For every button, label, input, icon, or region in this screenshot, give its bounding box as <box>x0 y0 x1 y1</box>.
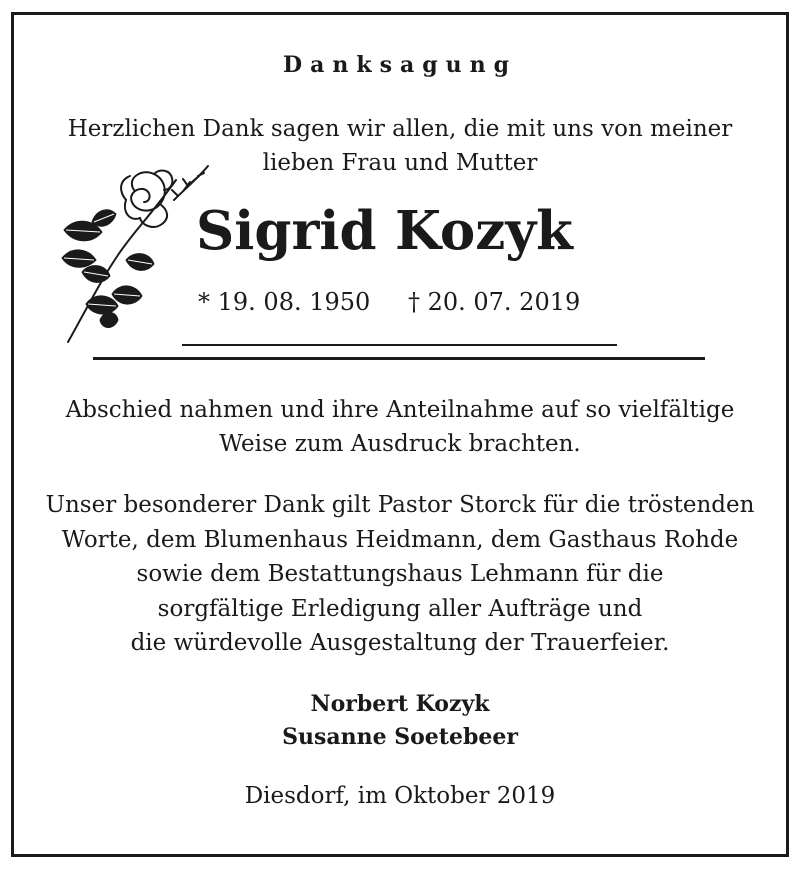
divider-short <box>182 344 617 346</box>
life-dates <box>198 288 618 316</box>
signatures <box>0 688 800 754</box>
paragraph-2-line-3: sowie dem Bestattungshaus Lehmann für die <box>136 561 664 587</box>
death-date: † 20. 07. 2019 <box>407 288 581 316</box>
paragraph-1-line-1: Abschied nahmen und ihre Anteilnahme auf so vielfältige <box>65 397 735 423</box>
signature-2: Susanne Soetebeer <box>282 724 518 750</box>
signature-1: Norbert Kozyk <box>310 691 490 717</box>
paragraph-1 <box>0 393 800 461</box>
birth-date: * 19. 08. 1950 <box>198 288 371 316</box>
deceased-name: Sigrid Kozyk <box>196 200 573 262</box>
intro-line-1: Herzlichen Dank sagen wir allen, die mit uns von meiner <box>67 116 733 142</box>
paragraph-2 <box>0 488 800 661</box>
paragraph-1-line-2: Weise zum Ausdruck brachten. <box>219 431 581 457</box>
rose-icon <box>56 160 216 345</box>
paragraph-2-line-5: die würdevolle Ausgestaltung der Trauerfeier. <box>130 630 670 656</box>
notice-title: Danksagung <box>283 52 517 78</box>
paragraph-2-line-4: sorgfältige Erledigung aller Aufträge und <box>157 595 643 622</box>
divider-long <box>93 357 705 360</box>
paragraph-2-line-2: Worte, dem Blumenhaus Heidmann, dem Gasthaus Rohde <box>61 526 739 553</box>
place-date: Diesdorf, im Oktober 2019 <box>244 783 556 809</box>
paragraph-2-line-1: Unser besonderer Dank gilt Pastor Storck für die tröstenden <box>45 492 755 518</box>
intro-line-2: lieben Frau und Mutter <box>262 150 538 176</box>
